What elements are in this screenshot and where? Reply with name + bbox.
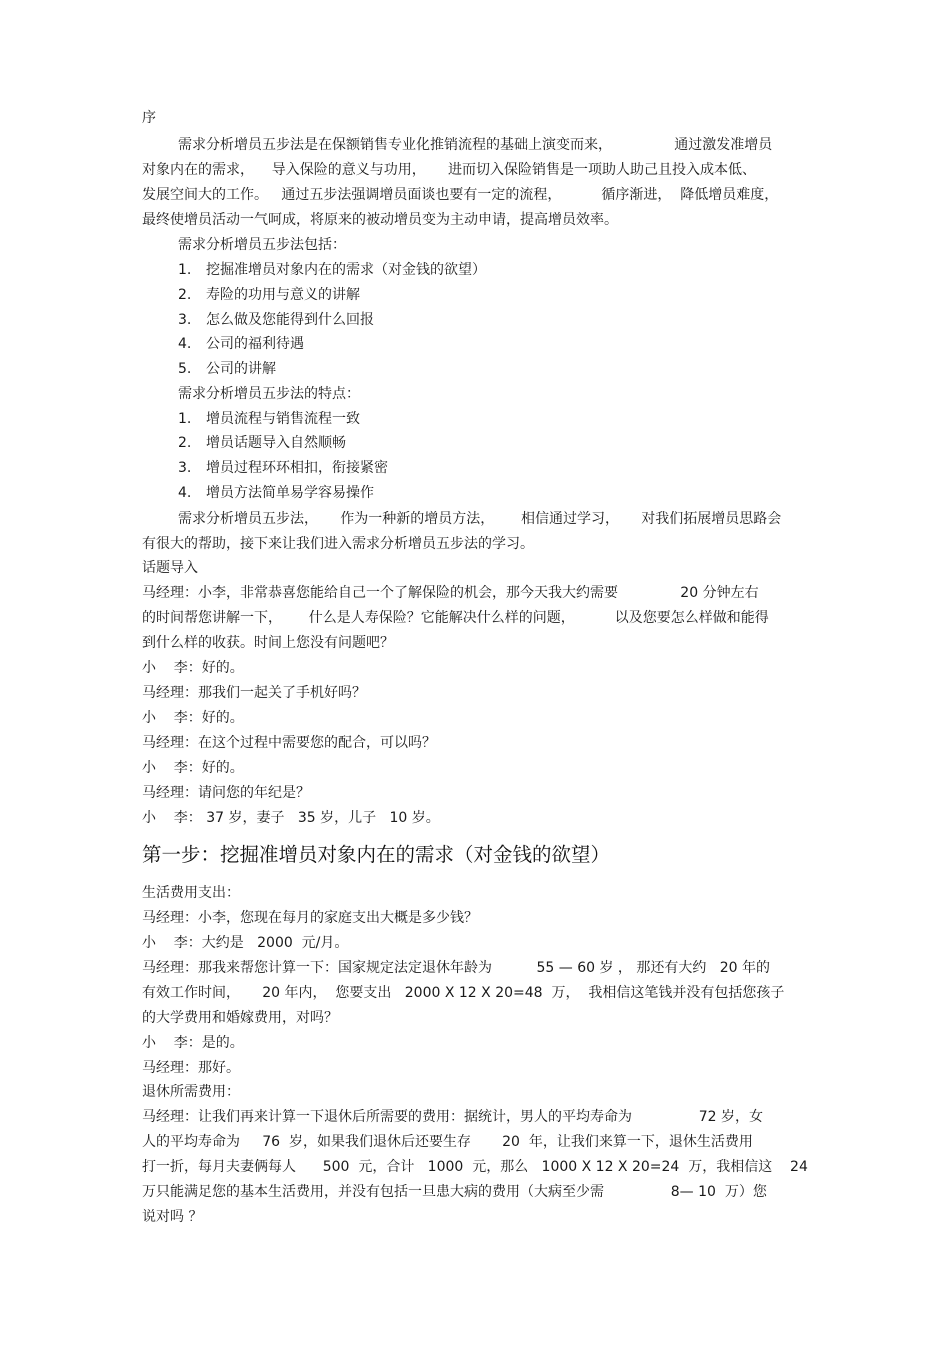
dialogue-line: 马经理：那我们一起关了手机好吗？ (142, 685, 366, 701)
features-list-item: 3. 增员过程环环相扣，衔接紧密 (178, 460, 388, 476)
dialogue-line: 小 李： 37 岁，妻子 35 岁，儿子 10 岁。 (142, 810, 440, 826)
dialogue-line: 马经理：小李，非常恭喜您能给自己一个了解保险的机会，那今天我大约需要 20 分钟左右 (142, 585, 759, 601)
step1-heading: 第一步：挖掘准增员对象内在的需求（对金钱的欲望） (142, 843, 611, 866)
dialogue-line: 的时间帮您讲解一下， 什么是人寿保险？它能解决什么样的问题， 以及您要怎么样做和能得 (142, 610, 769, 626)
dialogue-line: 小 李：是的。 (142, 1035, 244, 1051)
intro-paragraph-line: 对象内在的需求， 导入保险的意义与功用， 进而切入保险销售是一项助人助己且投入成本低、 (142, 162, 757, 178)
closing-paragraph-line: 需求分析增员五步法， 作为一种新的增员方法， 相信通过学习， 对我们拓展增员思路会 (178, 511, 782, 527)
preface-title: 序 (142, 110, 156, 126)
living-expense-label: 生活费用支出： (142, 885, 240, 901)
dialogue-line: 马经理：让我们再来计算一下退休后所需要的费用：据统计，男人的平均寿命为 72 岁，女 (142, 1109, 764, 1125)
dialogue-line: 小 李：好的。 (142, 760, 244, 776)
features-list-item: 1. 增员流程与销售流程一致 (178, 411, 360, 427)
dialogue-line: 马经理：小李，您现在每月的家庭支出大概是多少钱？ (142, 910, 478, 926)
steps-list-item: 5. 公司的讲解 (178, 361, 276, 377)
dialogue-line: 马经理：在这个过程中需要您的配合，可以吗？ (142, 735, 436, 751)
dialogue-line: 小 李：好的。 (142, 710, 244, 726)
dialogue-line: 人的平均寿命为 76 岁，如果我们退休后还要生存 20 年，让我们来算一下，退休生活费用 (142, 1134, 753, 1150)
steps-list-item: 3. 怎么做及您能得到什么回报 (178, 312, 374, 328)
dialogue-line: 小 李：大约是 2000 元/月。 (142, 935, 349, 951)
dialogue-line: 小 李：好的。 (142, 660, 244, 676)
dialogue-line: 万只能满足您的基本生活费用，并没有包括一旦患大病的费用（大病至少需 8— 10 万）您 (142, 1184, 767, 1200)
steps-list-item: 1. 挖掘准增员对象内在的需求（对金钱的欲望） (178, 262, 486, 278)
dialogue-line: 说对吗 ？ (142, 1209, 203, 1225)
features-list-item: 2. 增员话题导入自然顺畅 (178, 435, 346, 451)
retirement-label: 退休所需费用： (142, 1084, 240, 1100)
dialogue-line: 有效工作时间， 20 年内， 您要支出 2000 X 12 X 20=48 万， 我相信这笔钱并没有包括您孩子 (142, 985, 785, 1001)
features-intro: 需求分析增员五步法的特点： (178, 386, 360, 402)
steps-list-item: 4. 公司的福利待遇 (178, 336, 304, 352)
dialogue-line: 到什么样的收获。时间上您没有问题吧？ (142, 635, 394, 651)
intro-paragraph-line: 最终使增员活动一气呵成，将原来的被动增员变为主动申请，提高增员效率。 (142, 212, 618, 228)
dialogue-line: 的大学费用和婚嫁费用，对吗？ (142, 1010, 338, 1026)
steps-list-item: 2. 寿险的功用与意义的讲解 (178, 287, 360, 303)
dialogue-line: 马经理：那我来帮您计算一下：国家规定法定退休年龄为 55 — 60 岁 ， 那还有大约 20 年的 (142, 960, 770, 976)
dialogue-line: 打一折，每月夫妻俩每人 500 元，合计 1000 元，那么 1000 X 12 X 20=24 万，我相信这 24 (142, 1159, 808, 1175)
features-list-item: 4. 增员方法简单易学容易操作 (178, 485, 374, 501)
dialogue-line: 马经理：那好。 (142, 1060, 240, 1076)
topic-intro-label: 话题导入 (142, 560, 198, 576)
closing-paragraph-line: 有很大的帮助，接下来让我们进入需求分析增员五步法的学习。 (142, 536, 534, 552)
steps-intro: 需求分析增员五步法包括： (178, 237, 346, 253)
intro-paragraph-line: 需求分析增员五步法是在保额销售专业化推销流程的基础上演变而来， 通过激发准增员 (178, 137, 773, 153)
dialogue-line: 马经理：请问您的年纪是？ (142, 785, 310, 801)
intro-paragraph-line: 发展空间大的工作。 通过五步法强调增员面谈也要有一定的流程， 循序渐进， 降低增员难度， (142, 187, 779, 203)
